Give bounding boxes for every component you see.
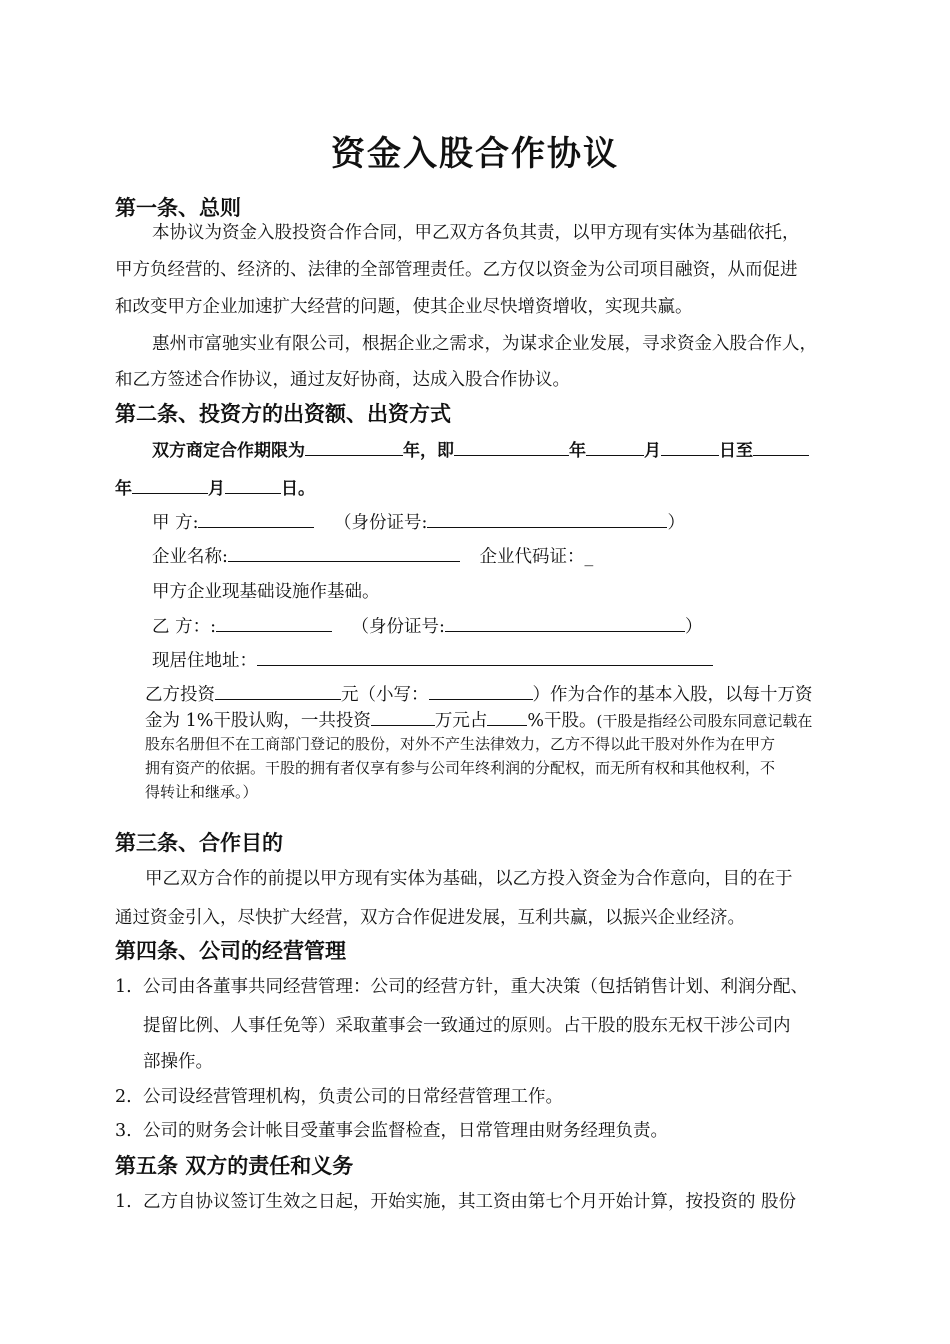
- dry-share-note: 拥有资产的依据。干股的拥有者仅享有参与公司年终利润的分配权，而无所有权和其他权利，不: [145, 759, 776, 777]
- list-item: 3. 公司的财务会计帐目受董事会监督检查，日常管理由财务经理负责。: [115, 1121, 668, 1141]
- basis-text: 甲方企业现基础设施作基础。: [152, 582, 380, 602]
- party-b-name-blank[interactable]: [216, 613, 332, 632]
- article-4-heading: 第四条、公司的经营管理: [115, 939, 346, 963]
- article-2-heading: 第二条、投资方的出资额、出资方式: [115, 402, 451, 426]
- start-month-blank[interactable]: [586, 437, 644, 456]
- investment-amount-blank[interactable]: [215, 681, 341, 700]
- company-code-blank[interactable]: _: [584, 547, 594, 567]
- term-line-1: 双方商定合作期限为 年，即 年 月 日至: [152, 436, 809, 461]
- start-year-blank[interactable]: [454, 437, 569, 456]
- end-month-blank[interactable]: [225, 475, 281, 494]
- share-percent-blank[interactable]: [487, 707, 527, 726]
- dry-share-note: 得转让和继承。）: [145, 783, 258, 801]
- party-b-id-blank[interactable]: [445, 613, 685, 632]
- list-item: 1. 公司由各董事共同经营管理：公司的经营方针，重大决策（包括销售计划、利润分配、: [115, 977, 808, 997]
- address-blank[interactable]: [257, 647, 713, 666]
- list-item: 2. 公司设经营管理机构，负责公司的日常经营管理工作。: [115, 1087, 563, 1107]
- article-1-text: 惠州市富驰实业有限公司，根据企业之需求，为谋求企业发展，寻求资金入股合作人，: [152, 334, 817, 354]
- article-1-text: 和改变甲方企业加速扩大经营的问题，使其企业尽快增资增收，实现共赢。: [115, 297, 693, 317]
- article-1-text: 本协议为资金入股投资合作合同，甲乙双方各负其责，以甲方现有实体为基础依托，: [152, 223, 800, 243]
- investment-line-2: 金为 1%干股认购，一共投资 万元占 %干股。(干股是指经公司股东同意记载在: [145, 707, 812, 732]
- party-b-row: 乙 方：: （身份证号: ）: [152, 613, 702, 638]
- company-row: 企业名称: 企业代码证：_: [152, 543, 593, 568]
- term-line-2: 年 月 日。: [115, 474, 315, 499]
- article-1-text: 甲方负经营的、经济的、法律的全部管理责任。乙方仅以资金为公司项目融资，从而促进: [115, 260, 798, 280]
- years-blank[interactable]: [305, 437, 403, 456]
- investment-total-blank[interactable]: [371, 707, 435, 726]
- article-1-text: 和乙方签述合作协议，通过友好协商，达成入股合作协议。: [115, 370, 570, 390]
- party-a-row: 甲 方: （身份证号: ）: [152, 509, 685, 534]
- article-1-heading: 第一条、总则: [115, 196, 241, 220]
- end-year-blank[interactable]: [132, 475, 208, 494]
- list-item: 1. 乙方自协议签订生效之日起，开始实施，其工资由第七个月开始计算，按投资的 股份: [115, 1192, 797, 1212]
- address-row: 现居住地址：: [152, 647, 713, 672]
- article-3-text: 甲乙双方合作的前提以甲方现有实体为基础，以乙方投入资金为合作意向，目的在于: [145, 869, 793, 889]
- article-3-heading: 第三条、合作目的: [115, 831, 283, 855]
- article-3-text: 通过资金引入，尽快扩大经营，双方合作促进发展，互利共赢，以振兴企业经济。: [115, 908, 745, 928]
- dry-share-note: 股东名册但不在工商部门登记的股份，对外不产生法律效力，乙方不得以此干股对外作为在甲方: [145, 735, 776, 753]
- party-a-name-blank[interactable]: [198, 509, 314, 528]
- party-a-id-blank[interactable]: [427, 509, 667, 528]
- end-year-blank[interactable]: [753, 437, 809, 456]
- article-5-heading: 第五条 双方的责任和义务: [115, 1154, 354, 1178]
- investment-small-blank[interactable]: [429, 681, 533, 700]
- company-name-blank[interactable]: [228, 543, 460, 562]
- list-item-text: 部操作。: [143, 1052, 213, 1072]
- start-day-blank[interactable]: [661, 437, 719, 456]
- investment-line-1: 乙方投资 元（小写： ）作为合作的基本入股，以每十万资: [145, 681, 813, 706]
- document-title: 资金入股合作协议: [331, 134, 619, 174]
- list-item-text: 提留比例、人事任免等）采取董事会一致通过的原则。占干股的股东无权干涉公司内: [143, 1016, 791, 1036]
